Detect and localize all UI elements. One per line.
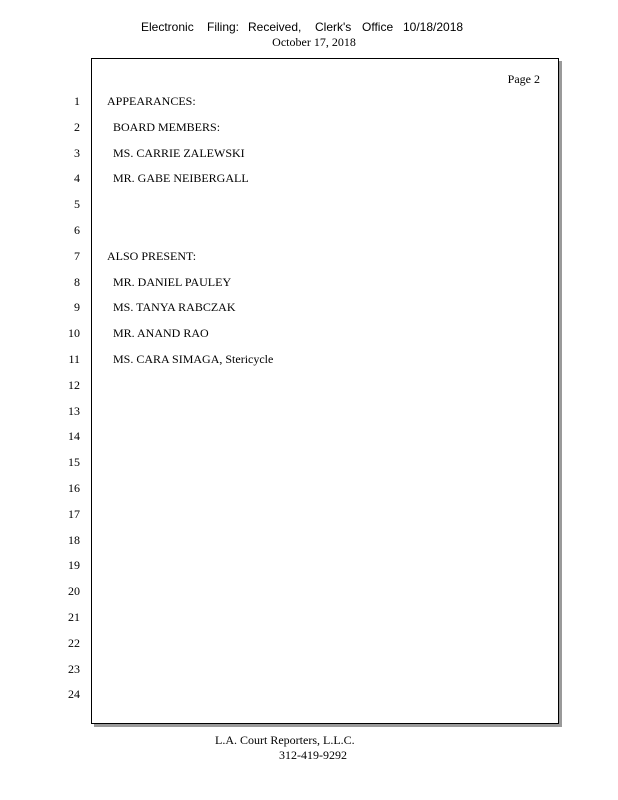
line-number: 10 xyxy=(68,326,80,341)
line-number: 20 xyxy=(68,584,80,599)
line-number: 23 xyxy=(68,661,80,676)
line-number: 16 xyxy=(68,481,80,495)
line-number: 4 xyxy=(74,171,80,186)
filing-stamp xyxy=(141,20,471,36)
line-number: 8 xyxy=(74,274,80,289)
filing-stamp-word: Filing: xyxy=(207,20,240,34)
transcript-line: MS. TANYA RABCZAK xyxy=(113,300,236,315)
transcript-line: APPEARANCES: xyxy=(107,94,196,108)
footer-company: L.A. Court Reporters, L.L.C. xyxy=(215,733,355,747)
line-number: 15 xyxy=(68,455,80,470)
line-number: 14 xyxy=(68,429,80,444)
filing-stamp-date: 10/18/2018 xyxy=(403,20,464,34)
line-number: 12 xyxy=(68,377,80,392)
hearing-date: October 17, 2018 xyxy=(272,35,356,49)
transcript-line: MS. CARA SIMAGA, Stericycle xyxy=(113,352,274,366)
page-number: Page 2 xyxy=(507,72,540,86)
filing-stamp-word: Received, xyxy=(248,20,302,34)
line-number: 13 xyxy=(68,403,80,418)
line-number: 17 xyxy=(68,506,80,521)
line-number: 3 xyxy=(74,145,80,160)
line-number: 21 xyxy=(68,610,80,624)
transcript-line: MR. GABE NEIBERGALL xyxy=(113,171,249,186)
transcript-line: MR. ANAND RAO xyxy=(113,326,209,341)
transcript-line: MS. CARRIE ZALEWSKI xyxy=(113,145,245,160)
line-number: 2 xyxy=(74,119,80,134)
line-number: 22 xyxy=(68,635,80,650)
line-number: 9 xyxy=(74,300,80,315)
filing-stamp-word: Clerk's xyxy=(315,20,352,34)
footer-phone: 312-419-9292 xyxy=(279,748,347,762)
line-number: 5 xyxy=(74,197,80,212)
line-number: 1 xyxy=(74,94,80,108)
transcript-line: MR. DANIEL PAULEY xyxy=(113,274,232,289)
transcript-line: ALSO PRESENT: xyxy=(107,248,197,263)
line-number: 24 xyxy=(68,687,80,702)
filing-stamp-word: Electronic xyxy=(141,20,194,34)
transcript-line: BOARD MEMBERS: xyxy=(113,119,221,134)
filing-stamp-word: Office xyxy=(362,20,394,34)
line-number: 7 xyxy=(74,248,80,263)
line-number: 18 xyxy=(68,532,80,547)
line-number: 19 xyxy=(68,558,80,573)
line-number: 6 xyxy=(74,223,80,237)
line-number: 11 xyxy=(68,352,80,366)
